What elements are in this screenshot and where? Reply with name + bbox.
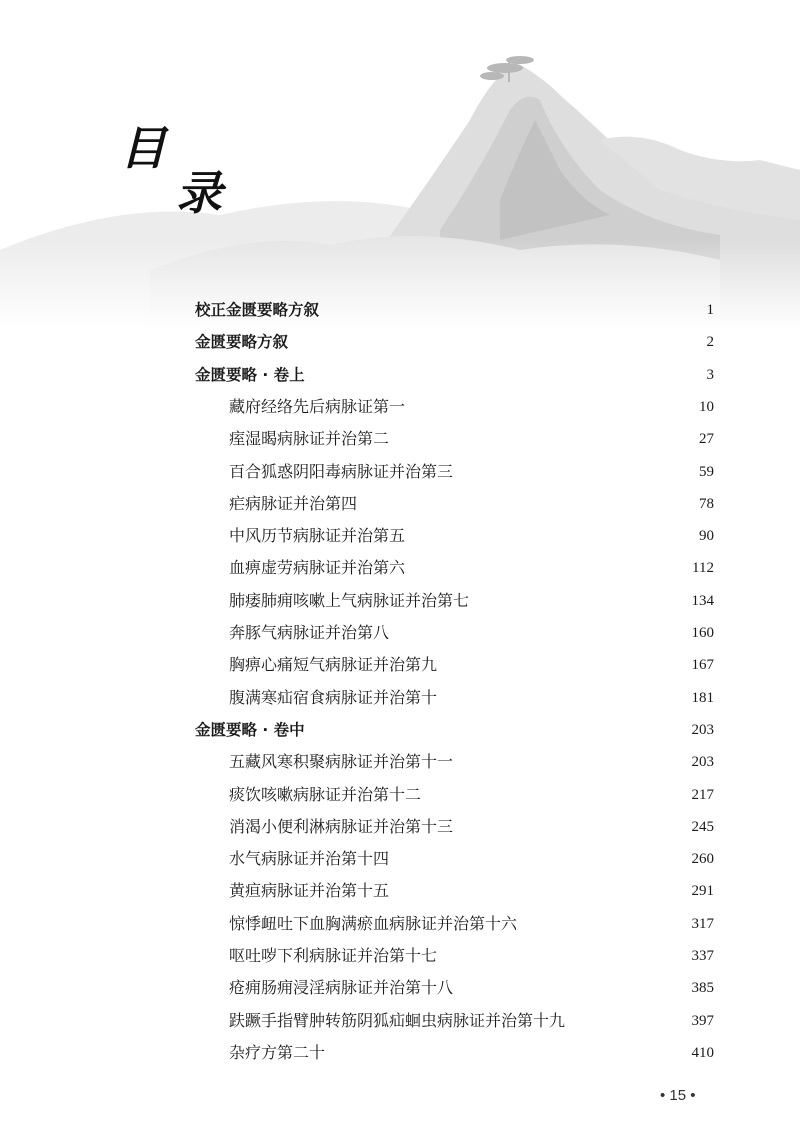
toc-entry-page: 337 [691,948,714,964]
toc-entry [0,748,800,776]
toc-entry-title: 藏府经络先后病脉证第一 [229,396,406,416]
toc-entry-page: 260 [691,851,714,868]
toc-entry [0,1039,800,1067]
toc-entry [0,781,800,809]
toc-entry-title: 百合狐惑阴阳毒病脉证并治第三 [229,461,454,481]
toc-entry-title: 疮痈肠痈浸淫病脉证并治第十八 [229,978,454,998]
toc-entry-title: 奔豚气病脉证并治第八 [229,623,390,642]
toc-entry-title: 惊悸衄吐下血胸满瘀血病脉证并治第十六 [229,913,518,933]
toc-entry [0,393,800,421]
toc-entry-title: 血痹虚劳病脉证并治第六 [229,558,406,578]
toc-entry-page: 385 [691,980,714,997]
toc-entry-page: 134 [691,592,714,609]
toc-entry-title: 黄疸病脉证并治第十五 [229,881,390,901]
toc-entry-page: 397 [691,1012,714,1029]
toc-entry-title: 趺蹶手指臂肿转筋阴狐疝蛔虫病脉证并治第十九 [229,1010,566,1030]
toc-entry-title: 消渴小便利淋病脉证并治第十三 [229,816,454,836]
toc-entry-page: 217 [691,786,714,803]
toc-entry-title: 呕吐哕下利病脉证并治第十七 [229,946,438,965]
toc-entry [0,1007,800,1035]
toc-entry [0,361,800,389]
toc-entry [0,587,800,615]
toc-entry-title: 胸痹心痛短气病脉证并治第九 [229,655,438,675]
toc-entry [0,522,800,550]
toc-entry [0,716,800,744]
toc-entry-title: 肺痿肺痈咳嗽上气病脉证并治第七 [229,590,470,610]
title-char-2: 录 [176,166,222,220]
toc-entry [0,974,800,1002]
toc-entry-title: 中风历节病脉证并治第五 [229,526,406,546]
toc-entry-page: 410 [691,1044,714,1061]
toc-entry-title: 金匮要略方叙 [195,333,289,352]
toc-entry [0,328,800,356]
toc-entry-page: 203 [691,721,714,738]
toc-entry-page: 1 [706,302,714,318]
toc-entry [0,651,800,679]
toc-entry [0,845,800,873]
toc-entry-page: 10 [699,398,714,415]
toc-entry [0,877,800,905]
toc-entry-title: 水气病脉证并治第十四 [229,849,390,869]
toc-entry [0,554,800,582]
toc-entry-title: 校正金匮要略方叙 [195,301,320,319]
toc-entry-title: 杂疗方第二十 [229,1042,326,1062]
toc-entry [0,684,800,712]
toc-entry-page: 245 [691,818,714,835]
toc-entry-page: 78 [699,495,714,512]
toc-entry [0,490,800,518]
toc-entry-title: 腹满寒疝宿食病脉证并治第十 [229,687,438,707]
toc-entry-page: 59 [699,463,714,480]
toc-entry [0,813,800,841]
toc-entry-title: 疟病脉证并治第四 [229,493,358,513]
page-number: • 15 • [660,1087,696,1104]
toc-entry [0,458,800,486]
toc-entry-title: 五藏风寒积聚病脉证并治第十一 [229,752,454,772]
toc-entry-page: 112 [692,560,714,577]
toc-entry-page: 3 [706,366,714,383]
toc-entry-page: 291 [691,883,714,900]
toc-entry-page: 203 [691,754,714,771]
toc-entry-title: 痓湿暍病脉证并治第二 [229,429,390,449]
toc-entry-page: 167 [691,657,714,674]
toc-entry-title: 金匮要略 · 卷中 [195,720,305,739]
toc-entry [0,942,800,970]
toc-entry [0,296,800,324]
title-char-1: 目 [120,121,166,175]
toc-entry [0,619,800,647]
toc-entry-page: 90 [699,528,714,545]
toc-entry-page: 181 [691,689,714,706]
toc-entry [0,910,800,938]
toc-entry-title: 痰饮咳嗽病脉证并治第十二 [229,784,422,804]
toc-entry-page: 317 [691,915,714,932]
toc-entry-title: 金匮要略 · 卷上 [195,365,305,384]
toc-entry-page: 27 [699,431,714,448]
toc-entry-page: 160 [691,625,714,641]
toc-entry-page: 2 [706,334,714,351]
toc-entry [0,425,800,453]
